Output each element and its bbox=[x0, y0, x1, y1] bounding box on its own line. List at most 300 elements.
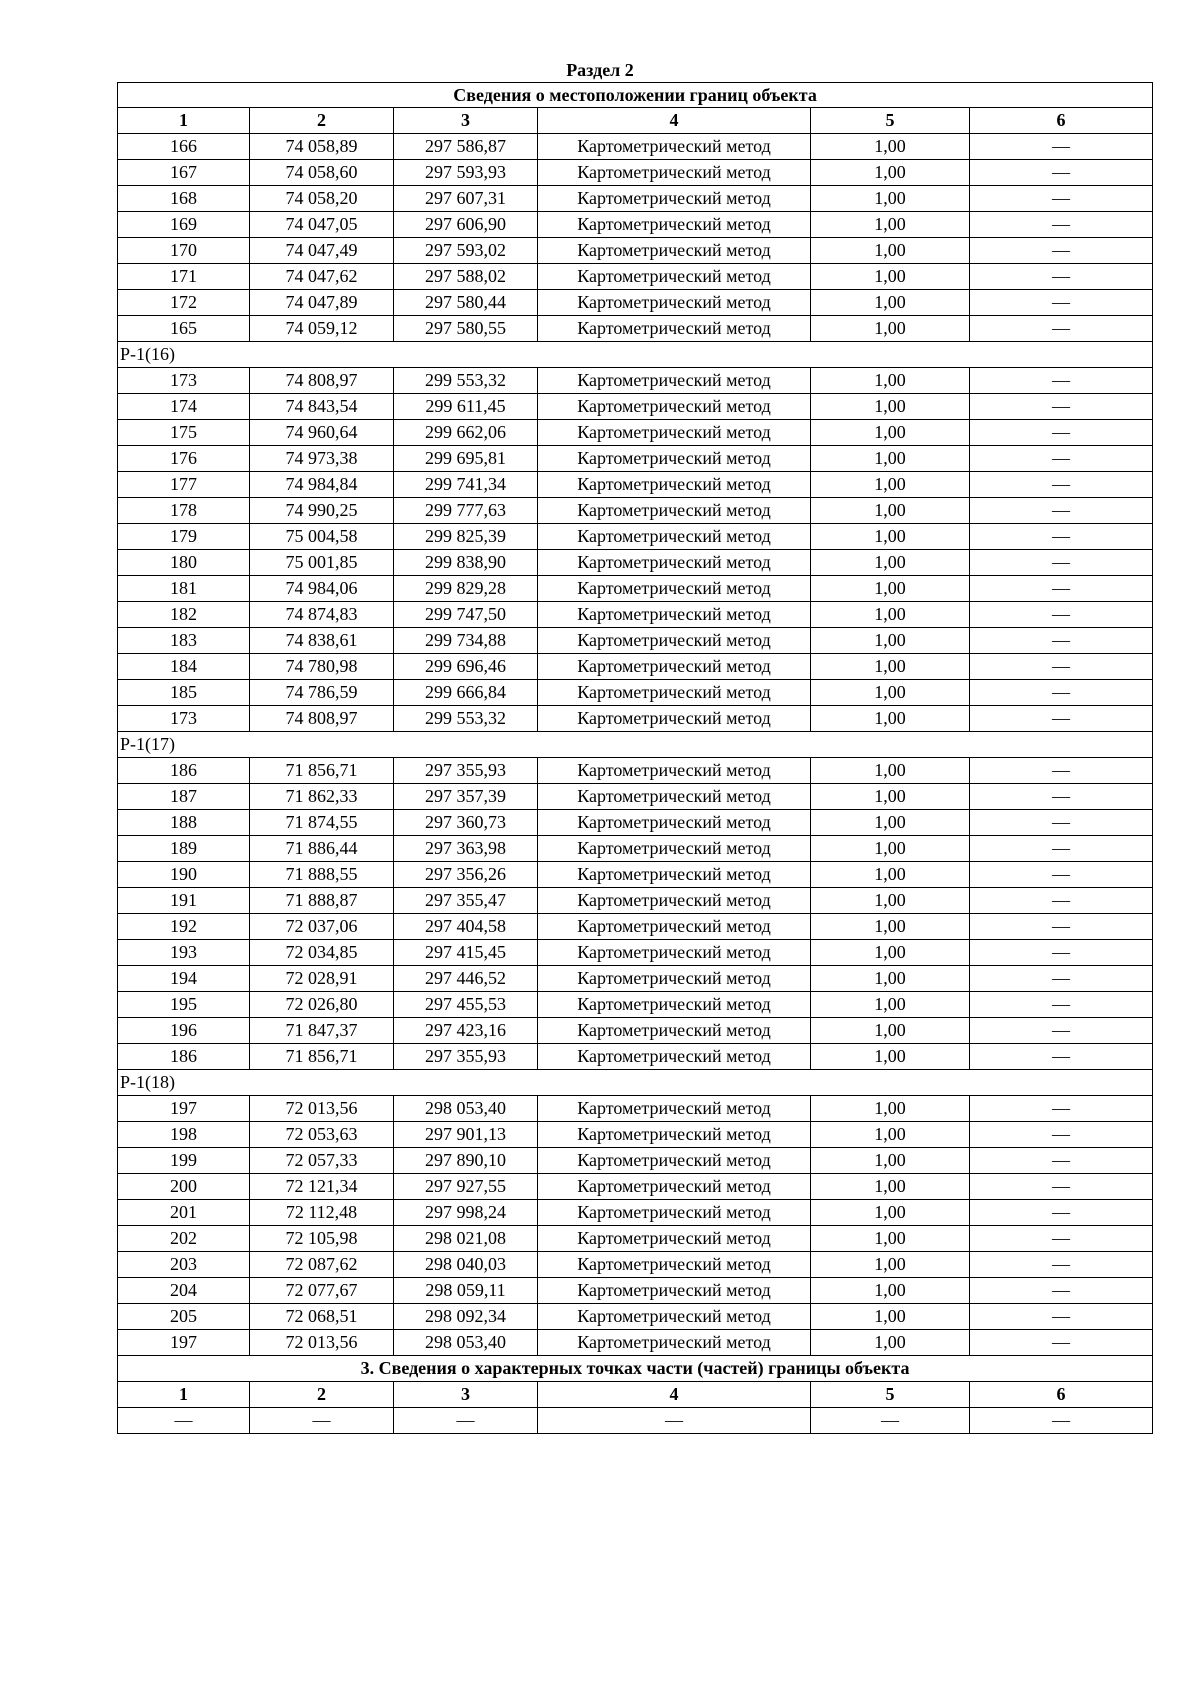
method: Картометрический метод bbox=[538, 1278, 811, 1304]
parts-cell: — bbox=[118, 1408, 250, 1434]
column-number: 5 bbox=[811, 1382, 970, 1408]
description: — bbox=[970, 1044, 1153, 1070]
description: — bbox=[970, 498, 1153, 524]
description: — bbox=[970, 888, 1153, 914]
method: Картометрический метод bbox=[538, 784, 811, 810]
coord-x: 71 847,37 bbox=[250, 1018, 394, 1044]
coord-x: 74 058,20 bbox=[250, 186, 394, 212]
point-number: 191 bbox=[118, 888, 250, 914]
column-number: 3 bbox=[394, 1382, 538, 1408]
coord-x: 74 973,38 bbox=[250, 446, 394, 472]
coord-x: 74 047,62 bbox=[250, 264, 394, 290]
point-number: 176 bbox=[118, 446, 250, 472]
coord-y: 299 695,81 bbox=[394, 446, 538, 472]
point-number: 178 bbox=[118, 498, 250, 524]
boundary-table-body bbox=[118, 83, 1153, 1434]
point-number: 201 bbox=[118, 1200, 250, 1226]
description: — bbox=[970, 368, 1153, 394]
point-number: 194 bbox=[118, 966, 250, 992]
accuracy: 1,00 bbox=[811, 862, 970, 888]
description: — bbox=[970, 264, 1153, 290]
point-number: 198 bbox=[118, 1122, 250, 1148]
point-number: 180 bbox=[118, 550, 250, 576]
contour-label: Р-1(17) bbox=[118, 732, 1153, 758]
parts-cell: — bbox=[538, 1408, 811, 1434]
column-number: 1 bbox=[118, 1382, 250, 1408]
coord-y: 299 696,46 bbox=[394, 654, 538, 680]
column-number-row bbox=[118, 108, 1153, 134]
accuracy: 1,00 bbox=[811, 238, 970, 264]
coord-y: 297 607,31 bbox=[394, 186, 538, 212]
table-row bbox=[118, 316, 1153, 342]
coord-y: 298 021,08 bbox=[394, 1226, 538, 1252]
coord-y: 297 404,58 bbox=[394, 914, 538, 940]
method: Картометрический метод bbox=[538, 862, 811, 888]
coord-x: 74 984,84 bbox=[250, 472, 394, 498]
column-number: 4 bbox=[538, 108, 811, 134]
coord-x: 72 077,67 bbox=[250, 1278, 394, 1304]
table-row bbox=[118, 134, 1153, 160]
accuracy: 1,00 bbox=[811, 576, 970, 602]
description: — bbox=[970, 914, 1153, 940]
method: Картометрический метод bbox=[538, 628, 811, 654]
description: — bbox=[970, 1278, 1153, 1304]
point-number: 170 bbox=[118, 238, 250, 264]
column-number: 6 bbox=[970, 1382, 1153, 1408]
accuracy: 1,00 bbox=[811, 420, 970, 446]
table-row bbox=[118, 914, 1153, 940]
description: — bbox=[970, 862, 1153, 888]
accuracy: 1,00 bbox=[811, 1330, 970, 1356]
point-number: 195 bbox=[118, 992, 250, 1018]
point-number: 186 bbox=[118, 1044, 250, 1070]
description: — bbox=[970, 706, 1153, 732]
table-row bbox=[118, 966, 1153, 992]
coord-x: 75 004,58 bbox=[250, 524, 394, 550]
point-number: 185 bbox=[118, 680, 250, 706]
coord-x: 72 034,85 bbox=[250, 940, 394, 966]
method: Картометрический метод bbox=[538, 810, 811, 836]
accuracy: 1,00 bbox=[811, 1148, 970, 1174]
coord-y: 297 588,02 bbox=[394, 264, 538, 290]
coord-y: 297 593,93 bbox=[394, 160, 538, 186]
column-number: 6 bbox=[970, 108, 1153, 134]
description: — bbox=[970, 1096, 1153, 1122]
accuracy: 1,00 bbox=[811, 888, 970, 914]
description: — bbox=[970, 1174, 1153, 1200]
table-row bbox=[118, 472, 1153, 498]
description: — bbox=[970, 550, 1153, 576]
coord-x: 74 047,05 bbox=[250, 212, 394, 238]
accuracy: 1,00 bbox=[811, 368, 970, 394]
table-row bbox=[118, 654, 1153, 680]
coord-y: 298 053,40 bbox=[394, 1096, 538, 1122]
point-number: 172 bbox=[118, 290, 250, 316]
coord-x: 74 058,60 bbox=[250, 160, 394, 186]
description: — bbox=[970, 186, 1153, 212]
section-title: Сведения о местоположении границ объекта bbox=[118, 83, 1153, 108]
column-number: 2 bbox=[250, 1382, 394, 1408]
coord-y: 299 747,50 bbox=[394, 602, 538, 628]
description: — bbox=[970, 472, 1153, 498]
accuracy: 1,00 bbox=[811, 1252, 970, 1278]
description: — bbox=[970, 1226, 1153, 1252]
point-number: 204 bbox=[118, 1278, 250, 1304]
table-row bbox=[118, 1408, 1153, 1434]
point-number: 187 bbox=[118, 784, 250, 810]
coord-x: 74 808,97 bbox=[250, 368, 394, 394]
coord-y: 297 606,90 bbox=[394, 212, 538, 238]
accuracy: 1,00 bbox=[811, 1226, 970, 1252]
method: Картометрический метод bbox=[538, 394, 811, 420]
coord-y: 298 053,40 bbox=[394, 1330, 538, 1356]
table-row bbox=[118, 680, 1153, 706]
coord-y: 297 901,13 bbox=[394, 1122, 538, 1148]
accuracy: 1,00 bbox=[811, 1122, 970, 1148]
coord-y: 297 363,98 bbox=[394, 836, 538, 862]
method: Картометрический метод bbox=[538, 966, 811, 992]
column-number: 4 bbox=[538, 1382, 811, 1408]
accuracy: 1,00 bbox=[811, 290, 970, 316]
column-number: 3 bbox=[394, 108, 538, 134]
description: — bbox=[970, 784, 1153, 810]
table-row bbox=[118, 238, 1153, 264]
table-row bbox=[118, 576, 1153, 602]
method: Картометрический метод bbox=[538, 524, 811, 550]
method: Картометрический метод bbox=[538, 576, 811, 602]
section-heading: Раздел 2 bbox=[566, 60, 634, 80]
method: Картометрический метод bbox=[538, 368, 811, 394]
table-row bbox=[118, 1330, 1153, 1356]
coord-x: 74 047,89 bbox=[250, 290, 394, 316]
coord-x: 74 808,97 bbox=[250, 706, 394, 732]
point-number: 166 bbox=[118, 134, 250, 160]
coord-y: 299 611,45 bbox=[394, 394, 538, 420]
description: — bbox=[970, 628, 1153, 654]
coord-y: 297 998,24 bbox=[394, 1200, 538, 1226]
table-row bbox=[118, 1200, 1153, 1226]
method: Картометрический метод bbox=[538, 238, 811, 264]
table-row bbox=[118, 498, 1153, 524]
point-number: 177 bbox=[118, 472, 250, 498]
method: Картометрический метод bbox=[538, 680, 811, 706]
table-row bbox=[118, 524, 1153, 550]
coord-y: 299 734,88 bbox=[394, 628, 538, 654]
coord-x: 71 874,55 bbox=[250, 810, 394, 836]
coord-x: 72 121,34 bbox=[250, 1174, 394, 1200]
description: — bbox=[970, 524, 1153, 550]
description: — bbox=[970, 212, 1153, 238]
description: — bbox=[970, 316, 1153, 342]
method: Картометрический метод bbox=[538, 1252, 811, 1278]
point-number: 181 bbox=[118, 576, 250, 602]
point-number: 202 bbox=[118, 1226, 250, 1252]
method: Картометрический метод bbox=[538, 1018, 811, 1044]
method: Картометрический метод bbox=[538, 940, 811, 966]
table-row bbox=[118, 1174, 1153, 1200]
description: — bbox=[970, 1122, 1153, 1148]
coord-x: 71 862,33 bbox=[250, 784, 394, 810]
table-row bbox=[118, 758, 1153, 784]
accuracy: 1,00 bbox=[811, 836, 970, 862]
coord-x: 72 068,51 bbox=[250, 1304, 394, 1330]
accuracy: 1,00 bbox=[811, 602, 970, 628]
description: — bbox=[970, 680, 1153, 706]
parts-cell: — bbox=[394, 1408, 538, 1434]
method: Картометрический метод bbox=[538, 1226, 811, 1252]
accuracy: 1,00 bbox=[811, 160, 970, 186]
accuracy: 1,00 bbox=[811, 680, 970, 706]
point-number: 165 bbox=[118, 316, 250, 342]
table-row bbox=[118, 1044, 1153, 1070]
table-row bbox=[118, 862, 1153, 888]
point-number: 167 bbox=[118, 160, 250, 186]
description: — bbox=[970, 1018, 1153, 1044]
method: Картометрический метод bbox=[538, 264, 811, 290]
description: — bbox=[970, 966, 1153, 992]
coord-y: 297 360,73 bbox=[394, 810, 538, 836]
description: — bbox=[970, 758, 1153, 784]
description: — bbox=[970, 1304, 1153, 1330]
coord-y: 297 423,16 bbox=[394, 1018, 538, 1044]
point-number: 184 bbox=[118, 654, 250, 680]
method: Картометрический метод bbox=[538, 602, 811, 628]
column-number: 5 bbox=[811, 108, 970, 134]
coord-y: 298 092,34 bbox=[394, 1304, 538, 1330]
description: — bbox=[970, 420, 1153, 446]
point-number: 197 bbox=[118, 1096, 250, 1122]
coord-y: 297 357,39 bbox=[394, 784, 538, 810]
table-row bbox=[118, 810, 1153, 836]
description: — bbox=[970, 1330, 1153, 1356]
accuracy: 1,00 bbox=[811, 1304, 970, 1330]
accuracy: 1,00 bbox=[811, 550, 970, 576]
description: — bbox=[970, 446, 1153, 472]
table-row bbox=[118, 706, 1153, 732]
point-number: 182 bbox=[118, 602, 250, 628]
accuracy: 1,00 bbox=[811, 758, 970, 784]
point-number: 173 bbox=[118, 368, 250, 394]
table-row bbox=[118, 1148, 1153, 1174]
description: — bbox=[970, 576, 1153, 602]
coord-y: 299 741,34 bbox=[394, 472, 538, 498]
accuracy: 1,00 bbox=[811, 628, 970, 654]
table-row bbox=[118, 888, 1153, 914]
description: — bbox=[970, 602, 1153, 628]
method: Картометрический метод bbox=[538, 1148, 811, 1174]
table-row bbox=[118, 1252, 1153, 1278]
coord-y: 297 356,26 bbox=[394, 862, 538, 888]
point-number: 189 bbox=[118, 836, 250, 862]
accuracy: 1,00 bbox=[811, 186, 970, 212]
coord-y: 297 580,55 bbox=[394, 316, 538, 342]
coord-y: 298 040,03 bbox=[394, 1252, 538, 1278]
coord-x: 74 990,25 bbox=[250, 498, 394, 524]
boundary-table bbox=[117, 82, 1153, 1434]
coord-y: 297 580,44 bbox=[394, 290, 538, 316]
accuracy: 1,00 bbox=[811, 1200, 970, 1226]
coord-x: 72 013,56 bbox=[250, 1330, 394, 1356]
coord-x: 74 058,89 bbox=[250, 134, 394, 160]
coord-y: 297 455,53 bbox=[394, 992, 538, 1018]
method: Картометрический метод bbox=[538, 992, 811, 1018]
contour-label-row bbox=[118, 342, 1153, 368]
description: — bbox=[970, 1148, 1153, 1174]
coord-y: 299 777,63 bbox=[394, 498, 538, 524]
accuracy: 1,00 bbox=[811, 1174, 970, 1200]
accuracy: 1,00 bbox=[811, 1018, 970, 1044]
point-number: 197 bbox=[118, 1330, 250, 1356]
method: Картометрический метод bbox=[538, 1174, 811, 1200]
accuracy: 1,00 bbox=[811, 940, 970, 966]
method: Картометрический метод bbox=[538, 446, 811, 472]
accuracy: 1,00 bbox=[811, 472, 970, 498]
coord-y: 297 415,45 bbox=[394, 940, 538, 966]
accuracy: 1,00 bbox=[811, 706, 970, 732]
coord-x: 72 028,91 bbox=[250, 966, 394, 992]
table-row bbox=[118, 212, 1153, 238]
method: Картометрический метод bbox=[538, 1122, 811, 1148]
coord-y: 299 838,90 bbox=[394, 550, 538, 576]
coord-x: 74 059,12 bbox=[250, 316, 394, 342]
method: Картометрический метод bbox=[538, 212, 811, 238]
table-row bbox=[118, 1096, 1153, 1122]
coord-x: 72 053,63 bbox=[250, 1122, 394, 1148]
method: Картометрический метод bbox=[538, 706, 811, 732]
method: Картометрический метод bbox=[538, 1304, 811, 1330]
table-row bbox=[118, 628, 1153, 654]
point-number: 192 bbox=[118, 914, 250, 940]
method: Картометрический метод bbox=[538, 498, 811, 524]
accuracy: 1,00 bbox=[811, 966, 970, 992]
description: — bbox=[970, 290, 1153, 316]
coord-x: 71 888,87 bbox=[250, 888, 394, 914]
coord-x: 71 856,71 bbox=[250, 1044, 394, 1070]
section-title-row bbox=[118, 83, 1153, 108]
description: — bbox=[970, 160, 1153, 186]
coord-y: 297 446,52 bbox=[394, 966, 538, 992]
accuracy: 1,00 bbox=[811, 1096, 970, 1122]
point-number: 171 bbox=[118, 264, 250, 290]
method: Картометрический метод bbox=[538, 758, 811, 784]
table-row bbox=[118, 1226, 1153, 1252]
coord-x: 71 888,55 bbox=[250, 862, 394, 888]
point-number: 188 bbox=[118, 810, 250, 836]
table-row bbox=[118, 290, 1153, 316]
point-number: 174 bbox=[118, 394, 250, 420]
accuracy: 1,00 bbox=[811, 992, 970, 1018]
coord-x: 74 786,59 bbox=[250, 680, 394, 706]
coord-x: 74 984,06 bbox=[250, 576, 394, 602]
parts-section-title-row bbox=[118, 1356, 1153, 1382]
point-number: 199 bbox=[118, 1148, 250, 1174]
description: — bbox=[970, 810, 1153, 836]
coord-x: 72 013,56 bbox=[250, 1096, 394, 1122]
description: — bbox=[970, 394, 1153, 420]
coord-x: 71 856,71 bbox=[250, 758, 394, 784]
point-number: 186 bbox=[118, 758, 250, 784]
table-row bbox=[118, 394, 1153, 420]
point-number: 179 bbox=[118, 524, 250, 550]
column-number: 1 bbox=[118, 108, 250, 134]
description: — bbox=[970, 1252, 1153, 1278]
coord-y: 299 825,39 bbox=[394, 524, 538, 550]
method: Картометрический метод bbox=[538, 134, 811, 160]
coord-y: 297 355,93 bbox=[394, 758, 538, 784]
coord-x: 72 105,98 bbox=[250, 1226, 394, 1252]
point-number: 193 bbox=[118, 940, 250, 966]
table-row bbox=[118, 1122, 1153, 1148]
description: — bbox=[970, 992, 1153, 1018]
coord-y: 297 890,10 bbox=[394, 1148, 538, 1174]
parts-cell: — bbox=[970, 1408, 1153, 1434]
coord-x: 74 843,54 bbox=[250, 394, 394, 420]
method: Картометрический метод bbox=[538, 654, 811, 680]
table-row bbox=[118, 550, 1153, 576]
table-row bbox=[118, 784, 1153, 810]
method: Картометрический метод bbox=[538, 914, 811, 940]
description: — bbox=[970, 654, 1153, 680]
accuracy: 1,00 bbox=[811, 524, 970, 550]
parts-cell: — bbox=[811, 1408, 970, 1434]
accuracy: 1,00 bbox=[811, 498, 970, 524]
table-row bbox=[118, 186, 1153, 212]
coord-x: 74 780,98 bbox=[250, 654, 394, 680]
table-row bbox=[118, 992, 1153, 1018]
method: Картометрический метод bbox=[538, 550, 811, 576]
point-number: 175 bbox=[118, 420, 250, 446]
coord-x: 72 112,48 bbox=[250, 1200, 394, 1226]
coord-x: 74 047,49 bbox=[250, 238, 394, 264]
accuracy: 1,00 bbox=[811, 134, 970, 160]
coord-y: 297 927,55 bbox=[394, 1174, 538, 1200]
accuracy: 1,00 bbox=[811, 654, 970, 680]
coord-y: 299 553,32 bbox=[394, 368, 538, 394]
table-row bbox=[118, 1304, 1153, 1330]
column-number: 2 bbox=[250, 108, 394, 134]
accuracy: 1,00 bbox=[811, 212, 970, 238]
table-row bbox=[118, 940, 1153, 966]
point-number: 200 bbox=[118, 1174, 250, 1200]
description: — bbox=[970, 836, 1153, 862]
accuracy: 1,00 bbox=[811, 1278, 970, 1304]
coord-x: 72 037,06 bbox=[250, 914, 394, 940]
coord-x: 72 026,80 bbox=[250, 992, 394, 1018]
point-number: 173 bbox=[118, 706, 250, 732]
accuracy: 1,00 bbox=[811, 264, 970, 290]
table-row bbox=[118, 1278, 1153, 1304]
method: Картометрический метод bbox=[538, 888, 811, 914]
description: — bbox=[970, 940, 1153, 966]
coord-x: 74 960,64 bbox=[250, 420, 394, 446]
accuracy: 1,00 bbox=[811, 316, 970, 342]
accuracy: 1,00 bbox=[811, 446, 970, 472]
table-row bbox=[118, 368, 1153, 394]
point-number: 168 bbox=[118, 186, 250, 212]
point-number: 183 bbox=[118, 628, 250, 654]
contour-label-row bbox=[118, 1070, 1153, 1096]
accuracy: 1,00 bbox=[811, 1044, 970, 1070]
parts-cell: — bbox=[250, 1408, 394, 1434]
method: Картометрический метод bbox=[538, 1044, 811, 1070]
coord-x: 75 001,85 bbox=[250, 550, 394, 576]
coord-y: 297 586,87 bbox=[394, 134, 538, 160]
coord-x: 74 838,61 bbox=[250, 628, 394, 654]
table-row bbox=[118, 264, 1153, 290]
coord-x: 74 874,83 bbox=[250, 602, 394, 628]
point-number: 190 bbox=[118, 862, 250, 888]
coord-y: 299 666,84 bbox=[394, 680, 538, 706]
